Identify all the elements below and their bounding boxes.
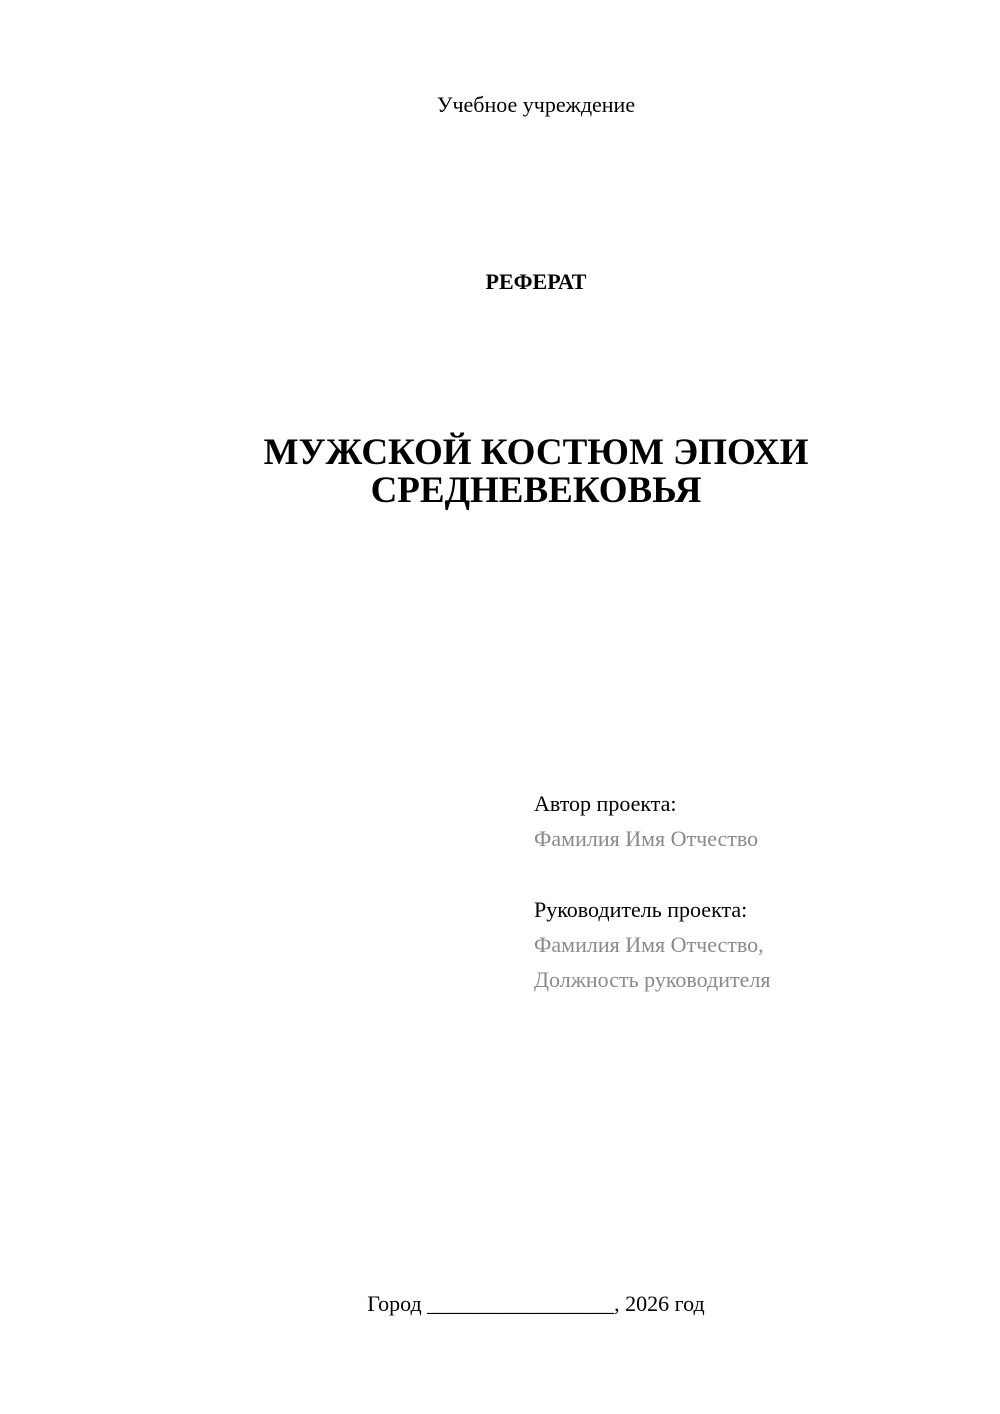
title-line-1: МУЖСКОЙ КОСТЮМ ЭПОХИ bbox=[263, 432, 809, 473]
author-name: Фамилия Имя Отчество bbox=[534, 826, 759, 851]
institution-name: Учебное учреждение bbox=[436, 92, 636, 117]
city-year-line: Город _________________, 2026 год bbox=[367, 1291, 705, 1316]
document-type: РЕФЕРАТ bbox=[485, 269, 587, 294]
credits-block bbox=[534, 786, 964, 997]
title-line-2: СРЕДНЕВЕКОВЬЯ bbox=[370, 470, 702, 511]
supervisor-position: Должность руководителя bbox=[534, 967, 771, 992]
author-label: Автор проекта: bbox=[534, 791, 677, 816]
document-title bbox=[200, 434, 872, 510]
supervisor-label: Руководитель проекта: bbox=[534, 897, 748, 922]
credits-spacer bbox=[534, 856, 964, 892]
supervisor-name: Фамилия Имя Отчество, bbox=[534, 932, 764, 957]
